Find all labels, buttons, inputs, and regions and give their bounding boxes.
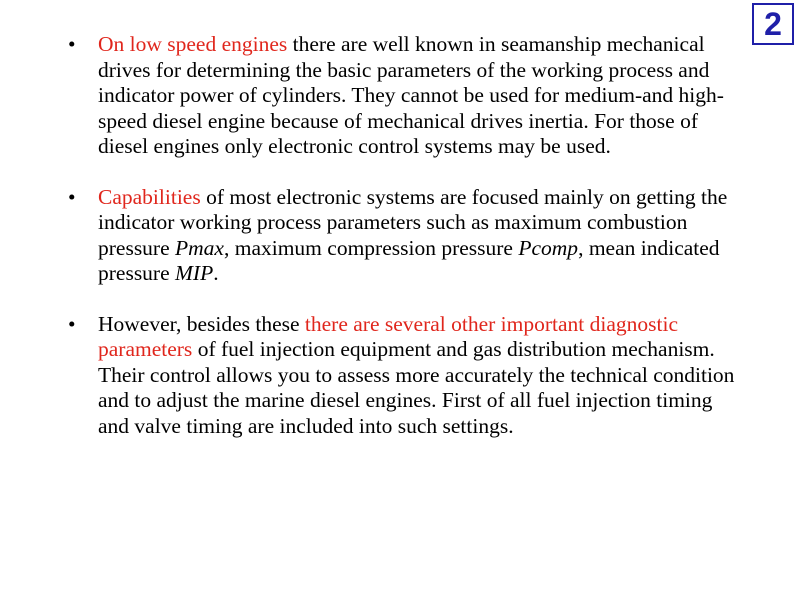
bullet-dot-icon: • (68, 184, 76, 209)
term-pcomp: Pcomp (518, 235, 579, 260)
bullet-item-capabilities (68, 185, 748, 287)
bullet-text: However, besides these (98, 311, 305, 336)
bullet-dot-icon: • (68, 32, 76, 56)
bullet-dot-icon: • (68, 311, 76, 336)
bullet-highlight: there are several other important diagnostic parameters (98, 311, 679, 361)
bullet-text: of most electronic systems are focused mainly on getting the indicator working process parameters such as maximum combustion pressure (98, 184, 728, 260)
slide-number-badge: 2 (752, 3, 794, 45)
bullet-item-low-speed-engines (68, 32, 748, 160)
slide-content (68, 32, 748, 464)
bullet-highlight: On low speed engines (98, 32, 288, 56)
bullet-text: . (213, 261, 219, 285)
bullet-item-diagnostic-parameters (68, 312, 748, 440)
bullet-text: there are well known in seamanship mechanical drives for determining the basic parameters of the working process and indicator power of cylinders. They cannot be used for medium-and high-speed diesel engine because of mechanical drives inertia. For those of diesel engines only electronic control systems may be used. (98, 32, 724, 158)
term-mip: MIP (175, 261, 214, 285)
bullet-text: , mean indicated pressure (98, 235, 720, 285)
term-pmax: Pmax (175, 235, 224, 260)
bullet-highlight: Capabilities (98, 184, 201, 209)
bullet-text: of fuel injection equipment and gas distribution mechanism. Their control allows you to assess more accurately the technical condition and to adjust the marine diesel engines. First of all fuel injection timing and valve timing are included into such settings. (98, 337, 735, 438)
bullet-text: , maximum compression pressure (223, 235, 519, 260)
